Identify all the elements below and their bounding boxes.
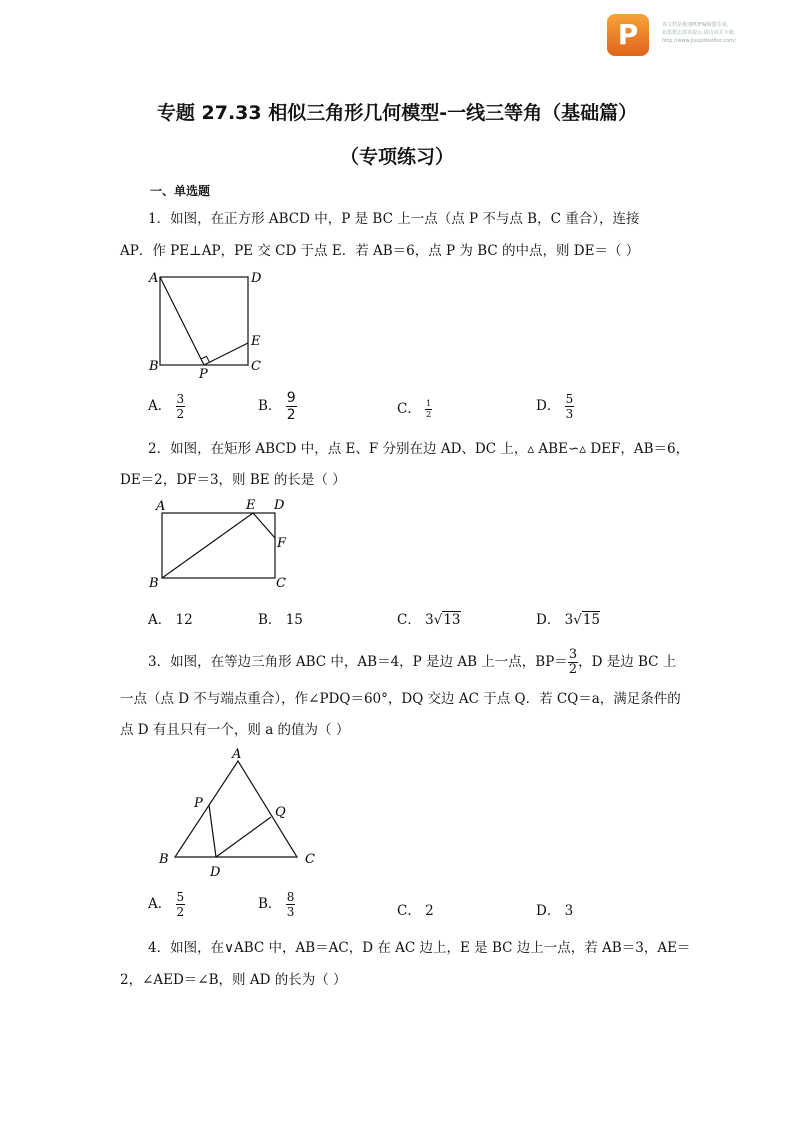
q2-line-1: 2．如图，在矩形 ABCD 中，点 E、F 分别在边 AD、DC 上，▵ ABE∽▵ DEF，AB＝6，	[148, 441, 690, 457]
q1-square	[160, 277, 248, 365]
q2-label-c: C	[276, 576, 286, 591]
q3-segment-dq	[216, 817, 271, 857]
section-heading: 一、单选题	[150, 184, 211, 198]
q2-label-d: D	[274, 498, 285, 513]
q3-label-b: B	[159, 852, 169, 867]
q2-segment-ef	[253, 513, 275, 538]
q1-option-c: C． $\frac{1}{2}$	[397, 399, 432, 419]
q1-label-p: P	[199, 367, 208, 382]
q1-label-b: B	[149, 359, 159, 374]
q1-option-a: A． $\frac{3}{2}$	[148, 392, 185, 421]
q1-label-d: D	[251, 271, 262, 286]
q2-option-a: A． 12	[148, 612, 193, 628]
q2-label-a: A	[156, 499, 166, 514]
q4-line-1: 4．如图，在∨ABC 中，AB＝AC，D 在 AC 边上，E 是 BC 边上一点，若 AB＝3，AE＝	[148, 940, 691, 956]
q3-label-a: A	[232, 747, 242, 762]
q2-option-b: B． 15	[258, 612, 303, 628]
q3-segment-pd	[209, 805, 216, 857]
q2-segment-be	[162, 513, 253, 578]
q4-line-2: 2，∠AED＝∠B，则 AD 的长为（ ）	[120, 972, 347, 988]
q1-option-d: D． $\frac{5}{3}$	[536, 392, 574, 421]
q1-line-1: 1．如图，在正方形 ABCD 中，P 是 BC 上一点（点 P 不与点 B，C 重合），连接	[148, 211, 640, 227]
q2-line-2: DE＝2，DF＝3，则 BE 的长是（ ）	[120, 472, 346, 488]
q1-figure	[140, 262, 280, 382]
q1-option-b: B． $\frac{9}{2}$	[258, 390, 296, 423]
q3-label-p: P	[194, 796, 203, 811]
q2-figure	[145, 492, 305, 597]
q1-segment-pe	[204, 343, 248, 365]
q2-option-d: D． 3√15	[536, 612, 601, 628]
pdf-editor-logo-icon	[607, 14, 649, 56]
q1-segment-ap	[160, 277, 204, 365]
q3-line-1: 3．如图，在等边三角形 ABC 中，AB＝4，P 是边 AB 上一点，BP＝ $\frac{3}{2}$ ，D 是边 BC 上	[148, 647, 677, 677]
q3-option-a: A． $\frac{5}{2}$	[148, 890, 185, 919]
q2-label-b: B	[149, 576, 159, 591]
q3-label-c: C	[305, 852, 315, 867]
q2-label-e: E	[246, 498, 256, 513]
watermark-line-2: 如果想去掉该提示,请访问并下载:	[662, 30, 736, 36]
q3-label-d: D	[210, 865, 221, 880]
page-subtitle: （专项练习）	[339, 146, 454, 168]
q1-label-a: A	[149, 271, 159, 286]
watermark-line-3: http://www.jisupdfeditor.com/	[662, 38, 736, 44]
watermark-line-1: 该文档是极速PDF编辑器生成,	[662, 22, 729, 28]
q2-rectangle	[162, 513, 275, 578]
q3-line-3: 点 D 有且只有一个，则 a 的值为（ ）	[120, 722, 350, 738]
q3-figure	[150, 744, 330, 884]
q2-option-c: C． 3√13	[397, 612, 461, 628]
q1-label-c: C	[251, 359, 261, 374]
logo-letter: P	[617, 18, 639, 51]
q3-option-d: D． 3	[536, 903, 574, 919]
q1-line-2: AP．作 PE⊥AP，PE 交 CD 于点 E．若 AB＝6，点 P 为 BC 的中点，则 DE＝（ ）	[120, 243, 640, 259]
q1-label-e: E	[251, 334, 261, 349]
q3-option-b: B． $\frac{8}{3}$	[258, 890, 295, 919]
q2-label-f: F	[277, 536, 287, 551]
q3-label-q: Q	[275, 805, 286, 820]
page-title: 专题 27.33 相似三角形几何模型-一线三等角（基础篇）	[156, 102, 638, 124]
q3-line-2: 一点（点 D 不与端点重合），作∠PDQ＝60°，DQ 交边 AC 于点 Q．若 CQ＝a，满足条件的	[120, 691, 681, 707]
q3-option-c: C． 2	[397, 903, 434, 919]
